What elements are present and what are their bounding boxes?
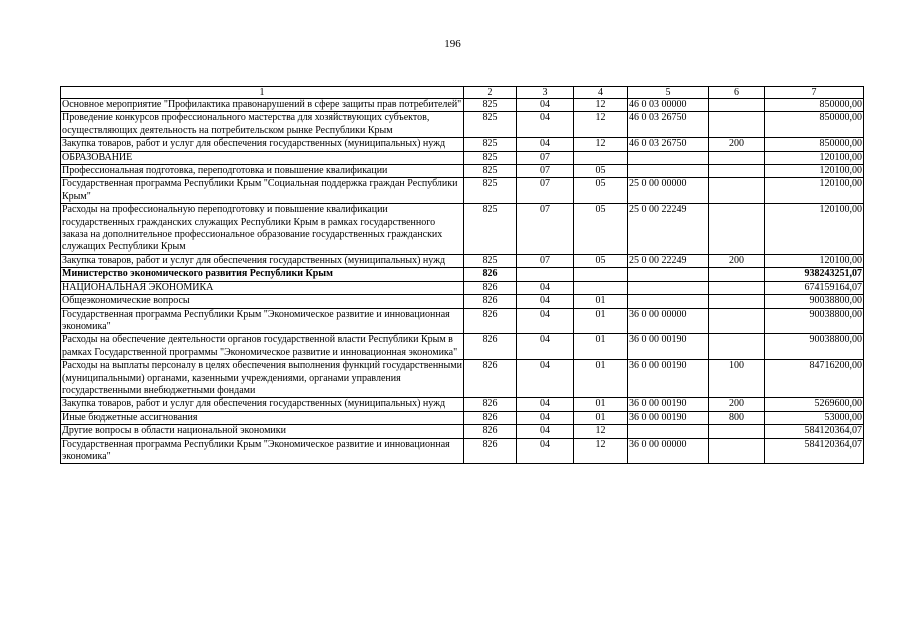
ministry-code: 826 xyxy=(464,425,517,438)
item-name: Закупка товаров, работ и услуг для обеспечения государственных (муниципальных) нужд xyxy=(61,138,464,151)
ministry-code: 825 xyxy=(464,204,517,255)
target-article-code xyxy=(628,281,709,294)
expense-type-code: 200 xyxy=(709,254,765,267)
item-name: НАЦИОНАЛЬНАЯ ЭКОНОМИКА xyxy=(61,281,464,294)
expense-type-code xyxy=(709,112,765,138)
target-article-code xyxy=(628,268,709,281)
target-article-code: 46 0 03 00000 xyxy=(628,99,709,112)
subsection-code: 12 xyxy=(574,99,628,112)
ministry-code: 826 xyxy=(464,295,517,308)
amount: 90038800,00 xyxy=(765,295,864,308)
target-article-code: 25 0 00 00000 xyxy=(628,178,709,204)
item-name: Государственная программа Республики Крым "Экономическое развитие и инновационная экономика" xyxy=(61,308,464,334)
section-code: 04 xyxy=(517,295,574,308)
expense-type-code xyxy=(709,151,765,164)
table-row xyxy=(61,178,864,204)
item-name: Расходы на обеспечение деятельности органов государственной власти Республики Крым в рамках Государственной программы "Экономическое развитие и инновационная экономика" xyxy=(61,334,464,360)
table-row xyxy=(61,204,864,255)
table-row xyxy=(61,308,864,334)
section-code: 07 xyxy=(517,151,574,164)
expense-type-code: 100 xyxy=(709,360,765,398)
target-article-code: 46 0 03 26750 xyxy=(628,112,709,138)
subsection-code: 05 xyxy=(574,204,628,255)
expense-type-code xyxy=(709,425,765,438)
ministry-code: 826 xyxy=(464,438,517,464)
table-row xyxy=(61,425,864,438)
section-code: 04 xyxy=(517,360,574,398)
table-row xyxy=(61,254,864,267)
column-header: 5 xyxy=(628,87,709,99)
target-article-code: 36 0 00 00000 xyxy=(628,438,709,464)
item-name: Расходы на профессиональную переподготовку и повышение квалификации государственных гражданских служащих Республики Крым в рамках государственного заказа на дополнительное профессиональное образование государственных гражданских служащих Республики Крым xyxy=(61,204,464,255)
amount: 120100,00 xyxy=(765,178,864,204)
section-code: 07 xyxy=(517,178,574,204)
expense-type-code xyxy=(709,178,765,204)
table-row xyxy=(61,411,864,424)
table-row xyxy=(61,138,864,151)
item-name: Государственная программа Республики Крым "Социальная поддержка граждан Республики Крым" xyxy=(61,178,464,204)
expense-type-code: 200 xyxy=(709,398,765,411)
item-name: Основное мероприятие "Профилактика правонарушений в сфере защиты прав потребителей" xyxy=(61,99,464,112)
ministry-code: 826 xyxy=(464,398,517,411)
section-code: 04 xyxy=(517,398,574,411)
amount: 90038800,00 xyxy=(765,334,864,360)
subsection-code: 01 xyxy=(574,334,628,360)
ministry-code: 826 xyxy=(464,281,517,294)
item-name: Министерство экономического развития Республики Крым xyxy=(61,268,464,281)
item-name: Закупка товаров, работ и услуг для обеспечения государственных (муниципальных) нужд xyxy=(61,254,464,267)
item-name: Общеэкономические вопросы xyxy=(61,295,464,308)
ministry-code: 826 xyxy=(464,268,517,281)
section-code: 04 xyxy=(517,425,574,438)
table-row xyxy=(61,438,864,464)
item-name: Расходы на выплаты персоналу в целях обеспечения выполнения функций государственными (муниципальными) органами, казенными учреждениями, органами управления государственными внебюджетными фондами xyxy=(62,360,462,396)
subsection-code: 12 xyxy=(574,138,628,151)
expense-type-code xyxy=(709,99,765,112)
subsection-code: 01 xyxy=(574,295,628,308)
target-article-code: 36 0 00 00000 xyxy=(628,308,709,334)
section-code: 04 xyxy=(517,99,574,112)
ministry-code: 826 xyxy=(464,334,517,360)
subsection-code: 01 xyxy=(574,411,628,424)
target-article-code xyxy=(628,151,709,164)
target-article-code xyxy=(628,295,709,308)
expense-type-code xyxy=(709,281,765,294)
table-row xyxy=(61,360,864,398)
table-row xyxy=(61,281,864,294)
ministry-code: 825 xyxy=(464,112,517,138)
column-header: 3 xyxy=(517,87,574,99)
ministry-code: 826 xyxy=(464,411,517,424)
section-code: 04 xyxy=(517,334,574,360)
amount: 120100,00 xyxy=(765,151,864,164)
subsection-code xyxy=(574,268,628,281)
target-article-code: 46 0 03 26750 xyxy=(628,138,709,151)
section-code: 04 xyxy=(517,138,574,151)
subsection-code: 05 xyxy=(574,165,628,178)
item-name: Другие вопросы в области национальной экономики xyxy=(61,425,464,438)
expense-type-code xyxy=(709,334,765,360)
amount: 120100,00 xyxy=(765,204,864,255)
target-article-code: 36 0 00 00190 xyxy=(628,398,709,411)
section-code: 04 xyxy=(517,308,574,334)
amount: 120100,00 xyxy=(765,165,864,178)
ministry-code: 826 xyxy=(464,308,517,334)
table-row xyxy=(61,398,864,411)
subsection-code xyxy=(574,281,628,294)
amount: 674159164,07 xyxy=(765,281,864,294)
expense-type-code: 200 xyxy=(709,138,765,151)
header-row xyxy=(61,87,864,99)
column-header: 1 xyxy=(61,87,464,99)
section-code: 04 xyxy=(517,112,574,138)
expense-type-code: 800 xyxy=(709,411,765,424)
expense-type-code xyxy=(709,438,765,464)
column-header: 7 xyxy=(765,87,864,99)
subsection-code: 01 xyxy=(574,308,628,334)
subsection-code: 05 xyxy=(574,254,628,267)
subsection-code: 01 xyxy=(574,398,628,411)
table-row xyxy=(61,268,864,281)
table-body xyxy=(61,87,864,464)
expense-type-code xyxy=(709,268,765,281)
expense-type-code xyxy=(709,295,765,308)
item-name: Проведение конкурсов профессионального мастерства для хозяйствующих субъектов, осуществляющих деятельность на потребительском рынке Республики Крым xyxy=(61,112,464,138)
item-name: Государственная программа Республики Крым "Экономическое развитие и инновационная экономика" xyxy=(61,438,464,464)
subsection-code: 05 xyxy=(574,178,628,204)
item-name: ОБРАЗОВАНИЕ xyxy=(61,151,464,164)
ministry-code: 826 xyxy=(464,360,517,398)
subsection-code: 12 xyxy=(574,112,628,138)
table-row xyxy=(61,295,864,308)
target-article-code xyxy=(628,425,709,438)
ministry-code: 825 xyxy=(464,178,517,204)
amount: 584120364,07 xyxy=(765,425,864,438)
column-header: 2 xyxy=(464,87,517,99)
ministry-code: 825 xyxy=(464,99,517,112)
ministry-code: 825 xyxy=(464,165,517,178)
section-code: 07 xyxy=(517,165,574,178)
table-row xyxy=(61,165,864,178)
subsection-code xyxy=(574,151,628,164)
table-row xyxy=(61,112,864,138)
ministry-code: 825 xyxy=(464,138,517,151)
section-code: 04 xyxy=(517,411,574,424)
amount: 584120364,07 xyxy=(765,438,864,464)
column-header: 6 xyxy=(709,87,765,99)
item-name: Закупка товаров, работ и услуг для обеспечения государственных (муниципальных) нужд xyxy=(61,398,464,411)
target-article-code: 36 0 00 00190 xyxy=(628,411,709,424)
expense-type-code xyxy=(709,165,765,178)
expense-type-code xyxy=(709,204,765,255)
target-article-code xyxy=(628,165,709,178)
target-article-code: 25 0 00 22249 xyxy=(628,204,709,255)
target-article-code: 36 0 00 00190 xyxy=(628,360,709,398)
table-row xyxy=(61,151,864,164)
target-article-code: 36 0 00 00190 xyxy=(628,334,709,360)
amount: 120100,00 xyxy=(765,254,864,267)
column-header: 4 xyxy=(574,87,628,99)
amount: 850000,00 xyxy=(765,99,864,112)
section-code: 04 xyxy=(517,438,574,464)
amount: 90038800,00 xyxy=(765,308,864,334)
target-article-code: 25 0 00 22249 xyxy=(628,254,709,267)
subsection-code: 12 xyxy=(574,425,628,438)
table-row xyxy=(61,99,864,112)
section-code: 04 xyxy=(517,281,574,294)
amount: 5269600,00 xyxy=(765,398,864,411)
ministry-code: 825 xyxy=(464,151,517,164)
expense-type-code xyxy=(709,308,765,334)
section-code: 07 xyxy=(517,254,574,267)
subsection-code: 12 xyxy=(574,438,628,464)
item-name: Иные бюджетные ассигнования xyxy=(61,411,464,424)
item-name: Профессиональная подготовка, переподготовка и повышение квалификации xyxy=(61,165,464,178)
page-number: 196 xyxy=(444,38,461,50)
subsection-code: 01 xyxy=(574,360,628,398)
table-row xyxy=(61,334,864,360)
amount: 938243251,07 xyxy=(765,268,864,281)
ministry-code: 825 xyxy=(464,254,517,267)
budget-table xyxy=(60,86,864,464)
amount: 850000,00 xyxy=(765,112,864,138)
amount: 53000,00 xyxy=(765,411,864,424)
amount: 850000,00 xyxy=(765,138,864,151)
section-code xyxy=(517,268,574,281)
section-code: 07 xyxy=(517,204,574,255)
amount: 84716200,00 xyxy=(765,360,864,398)
